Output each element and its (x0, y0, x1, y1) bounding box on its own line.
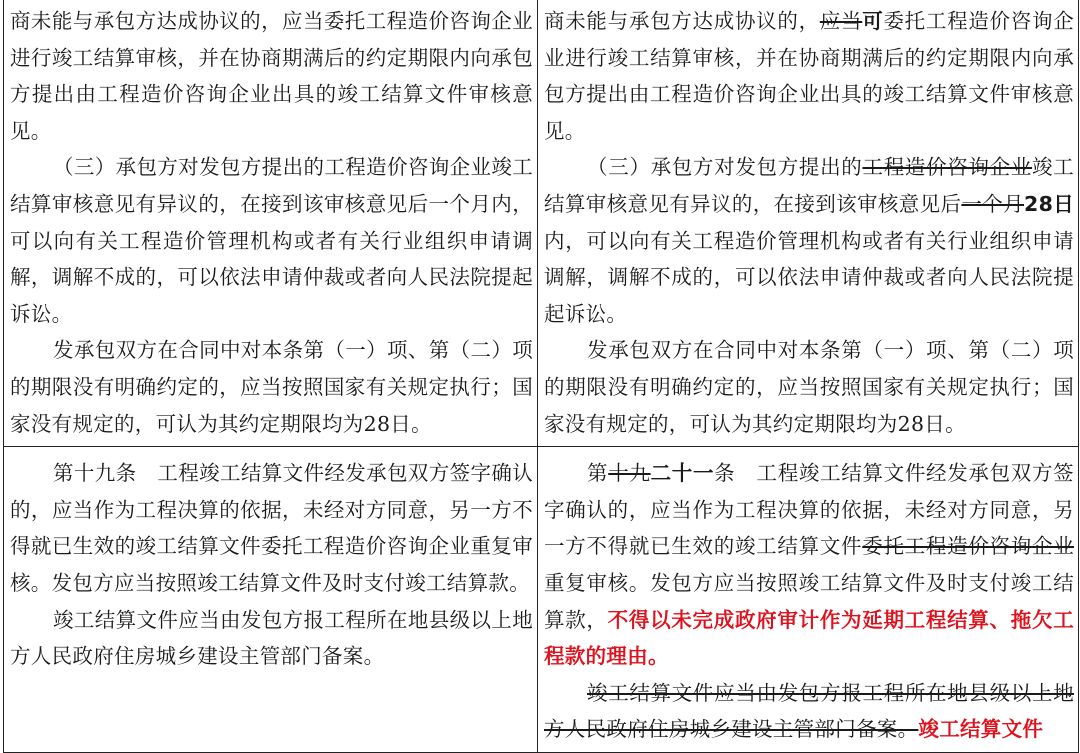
original-text-cell (4, 447, 538, 753)
original-paragraph-2: （三）承包方对发包方提出的工程造价咨询企业竣工结算审核意见有异议的，在接到该审核意见后一个月内，可以向有关工程造价管理机构或者有关行业组织申请调解，调解不成的，可以依法申请仲裁或者向人民法院提起诉讼。 (10, 155, 533, 326)
unchanged-text: 竣工结算审核意见有异议的，在接到该审核意见后 (544, 155, 1075, 216)
revised-text-cell (538, 447, 1079, 753)
unchanged-text: 条 工程竣工结算文件经发承包双方签字确认的，应当作为工程决算的依据，未经对方同意，另一方不得就已生效的竣工结算文件 (544, 461, 1074, 559)
unchanged-text: 第 (587, 461, 609, 486)
inserted-text: 二十一 (650, 461, 715, 486)
original-text-cell (4, 0, 538, 447)
table-row (4, 0, 1079, 447)
revised-paragraph-filing (544, 675, 1074, 748)
table-row (4, 447, 1079, 753)
deleted-text: 委托工程造价咨询企业 (862, 534, 1074, 559)
unchanged-text: 重复审核。发包方应当按照竣工结算文件及时支付竣工结算款， (544, 570, 1074, 632)
revised-paragraph-1 (544, 3, 1074, 149)
original-article-19: 第十九条 工程竣工结算文件经发承包双方签字确认的，应当作为工程决算的依据，未经对方同意，另一方不得就已生效的竣工结算文件委托工程造价咨询企业重复审核。发包方应当按照竣工结算文件及时支付竣工结算款。 (10, 461, 533, 595)
unchanged-text: 内，可以向有关工程造价管理机构或者有关行业组织申请调解，调解不成的，可以依法申请仲裁或者向人民法院提起诉讼。 (544, 228, 1074, 326)
deleted-text: 应当 (819, 9, 863, 33)
deleted-text: 工程造价咨询企业 (862, 155, 1033, 180)
inserted-text: 可 (862, 9, 884, 33)
original-paragraph-filing: 竣工结算文件应当由发包方报工程所在地县级以上地方人民政府住房城乡建设主管部门备案。 (10, 607, 533, 669)
deleted-text: 一个月 (961, 191, 1024, 216)
revised-paragraph-2 (544, 149, 1074, 332)
unchanged-text: 商未能与承包方达成协议的， (544, 9, 820, 33)
revised-text-cell (538, 0, 1079, 447)
revised-paragraph-3: 发承包双方在合同中对本条第（一）项、第（二）项的期限没有明确约定的，应当按照国家有关规定执行；国家没有规定的，可认为其约定期限均为28日。 (544, 338, 1074, 436)
comparison-table (3, 0, 1079, 753)
deleted-text: 十九 (608, 461, 651, 486)
inserted-text: 28日 (1024, 191, 1074, 216)
added-red-text: 不得以未完成政府审计作为延期工程结算、拖欠工程款的理由。 (544, 607, 1074, 669)
added-red-text: 竣工结算文件 (918, 717, 1044, 742)
deleted-text: 竣工结算文件应当由发包方报工程所在地县级以上地方人民政府住房城乡建设主管部门备案。 (544, 680, 1074, 742)
unchanged-text: （三）承包方对发包方提出的 (587, 155, 863, 180)
original-paragraph-1: 商未能与承包方达成协议的，应当委托工程造价咨询企业进行竣工结算审核，并在协商期满后的约定期限内向承包方提出由工程造价咨询企业出具的竣工结算文件审核意见。 (10, 9, 533, 143)
revised-article-21 (544, 455, 1074, 675)
original-paragraph-3: 发承包双方在合同中对本条第（一）项、第（二）项的期限没有明确约定的，应当按照国家有关规定执行；国家没有规定的，可认为其约定期限均为28日。 (10, 338, 533, 436)
unchanged-text: 委托工程造价咨询企业进行竣工结算审核，并在协商期满后的约定期限内向承包方提出由工程造价咨询企业出具的竣工结算文件审核意见。 (544, 9, 1074, 143)
